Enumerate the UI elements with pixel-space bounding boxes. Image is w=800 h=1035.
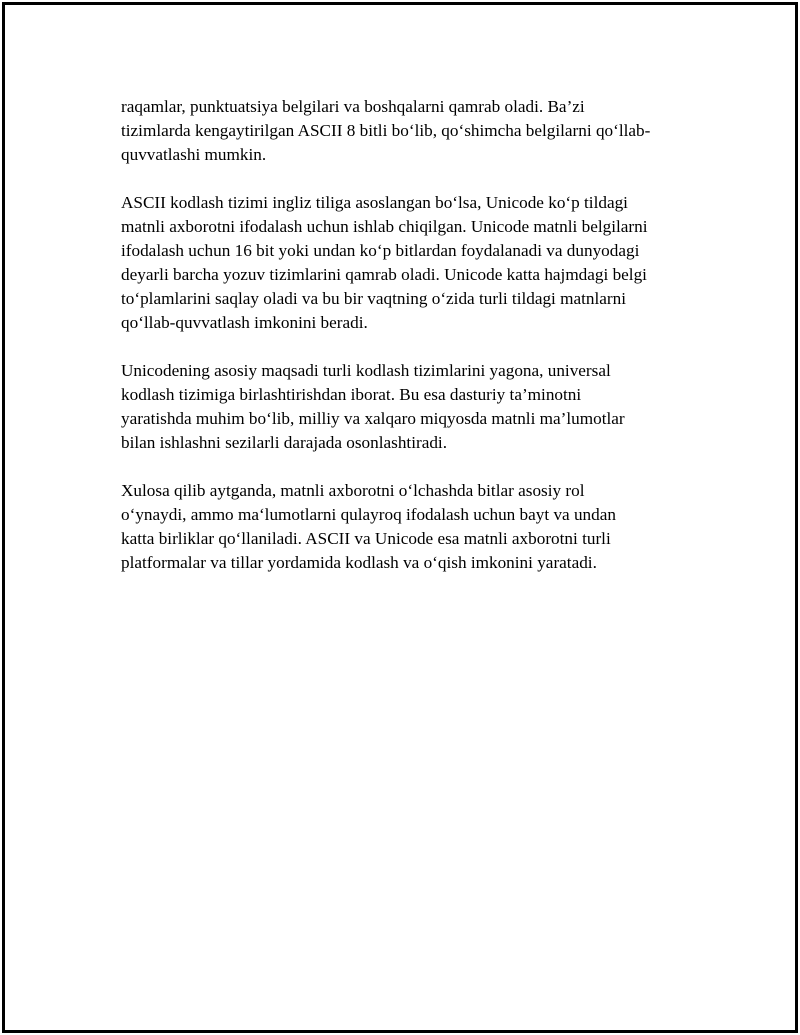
paragraph-line: o‘ynaydi, ammo ma‘lumotlarni qulayroq ifodalash uchun bayt va undan xyxy=(121,505,616,524)
paragraph-line: bilan ishlashni sezilarli darajada osonlashtiradi. xyxy=(121,433,447,452)
paragraph-line: matnli axborotni ifodalash uchun ishlab chiqilgan. Unicode matnli belgilarni xyxy=(121,217,648,236)
paragraph-1 xyxy=(121,95,701,167)
paragraph-3 xyxy=(121,359,701,455)
paragraph-line: ifodalash uchun 16 bit yoki undan ko‘p bitlardan foydalanadi va dunyodagi xyxy=(121,241,640,260)
document-body xyxy=(121,95,701,599)
paragraph-line: ASCII kodlash tizimi ingliz tiliga asoslangan bo‘lsa, Unicode ko‘p tildagi xyxy=(121,193,628,212)
paragraph-line: to‘plamlarini saqlay oladi va bu bir vaqtning o‘zida turli tildagi matnlarni xyxy=(121,289,626,308)
paragraph-line: tizimlarda kengaytirilgan ASCII 8 bitli bo‘lib, qo‘shimcha belgilarni qo‘llab- xyxy=(121,121,651,140)
paragraph-line: platformalar va tillar yordamida kodlash va o‘qish imkonini yaratadi. xyxy=(121,553,597,572)
paragraph-line: raqamlar, punktuatsiya belgilari va boshqalarni qamrab oladi. Ba’zi xyxy=(121,97,585,116)
document-page xyxy=(2,2,798,1033)
paragraph-line: Unicodening asosiy maqsadi turli kodlash tizimlarini yagona, universal xyxy=(121,361,611,380)
paragraph-4 xyxy=(121,479,701,575)
paragraph-line: katta birliklar qo‘llaniladi. ASCII va Unicode esa matnli axborotni turli xyxy=(121,529,611,548)
paragraph-line: quvvatlashi mumkin. xyxy=(121,145,267,164)
paragraph-line: deyarli barcha yozuv tizimlarini qamrab oladi. Unicode katta hajmdagi belgi xyxy=(121,265,647,284)
paragraph-line: qo‘llab-quvvatlash imkonini beradi. xyxy=(121,313,368,332)
paragraph-2 xyxy=(121,191,701,335)
paragraph-line: kodlash tizimiga birlashtirishdan iborat. Bu esa dasturiy ta’minotni xyxy=(121,385,582,404)
paragraph-line: Xulosa qilib aytganda, matnli axborotni o‘lchashda bitlar asosiy rol xyxy=(121,481,585,500)
paragraph-line: yaratishda muhim bo‘lib, milliy va xalqaro miqyosda matnli ma’lumotlar xyxy=(121,409,625,428)
